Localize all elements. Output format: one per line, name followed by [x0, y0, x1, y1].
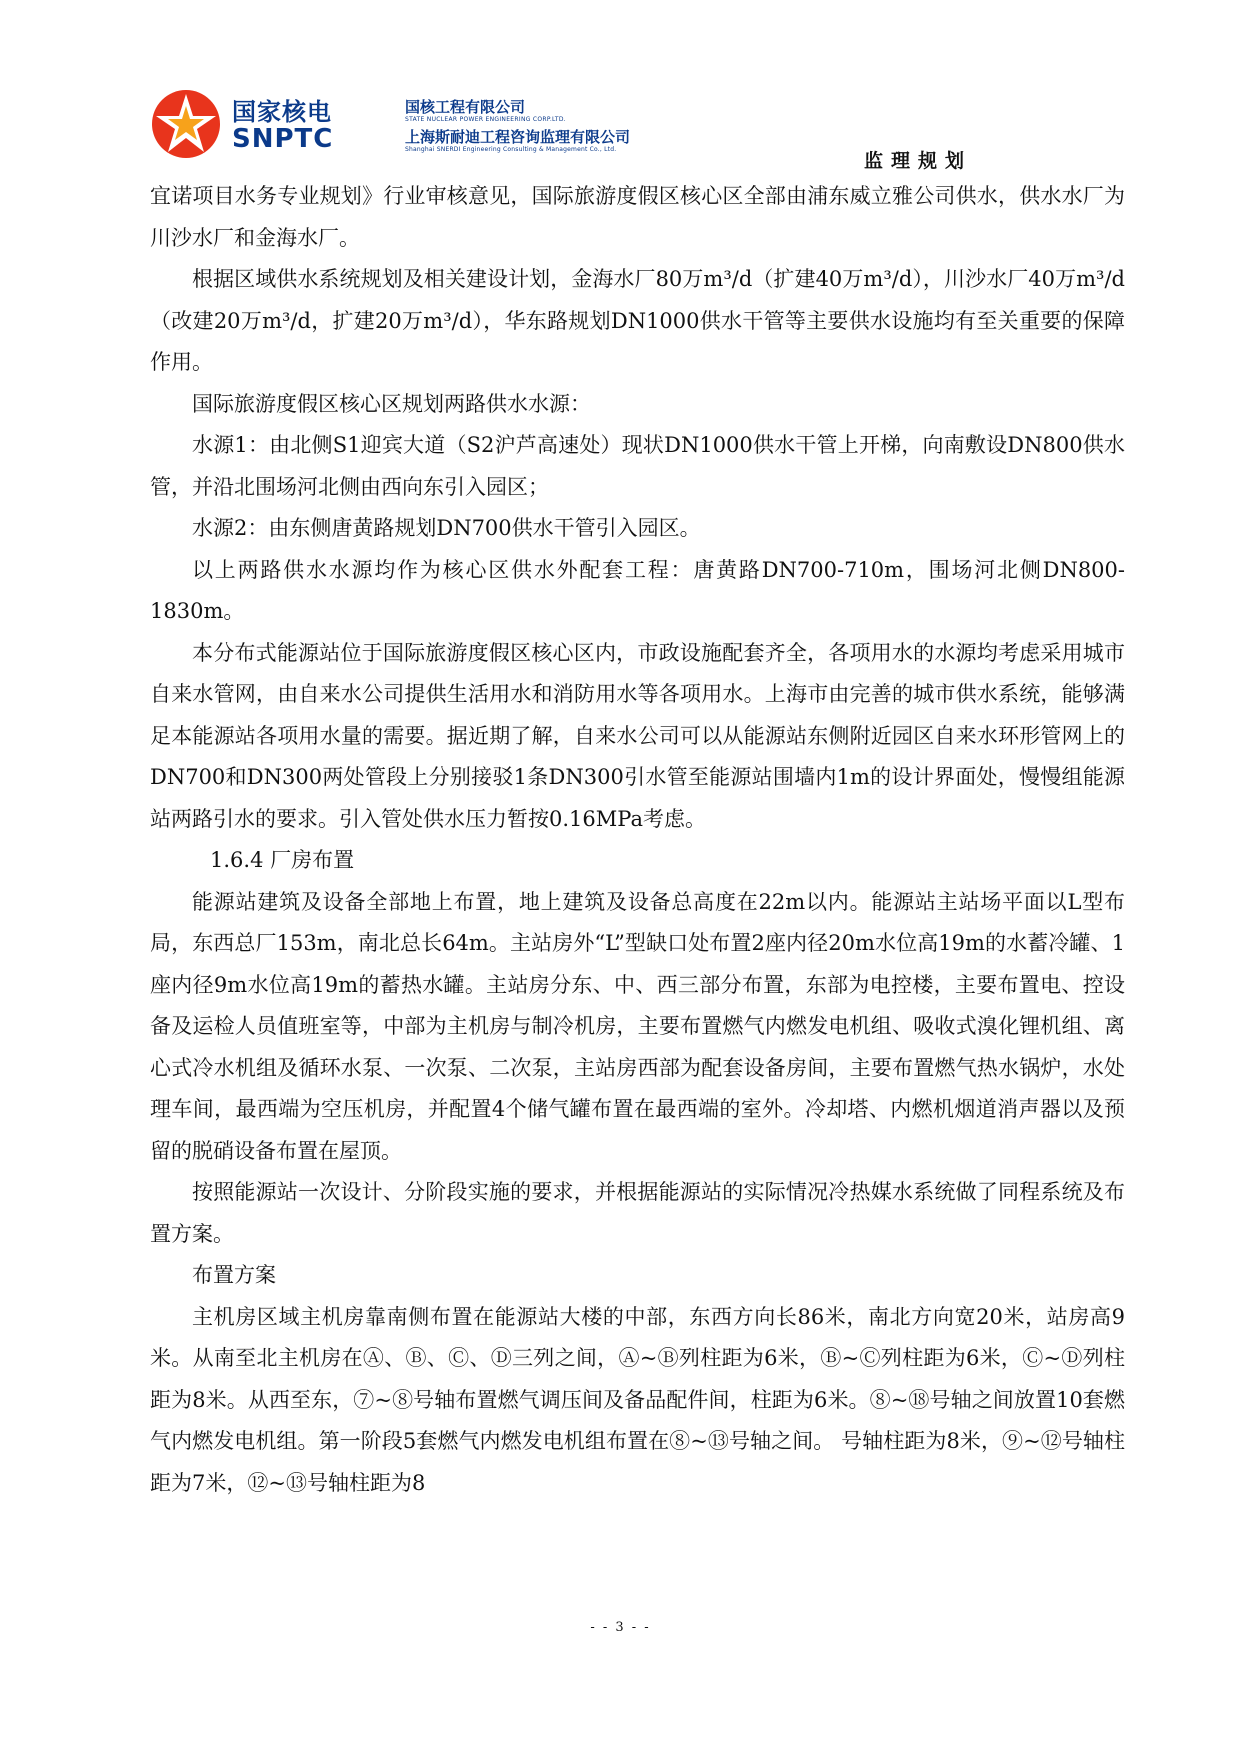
section-heading: 1.6.4 厂房布置 — [210, 848, 355, 872]
subsidiary-name-en: Shanghai SNERDI Engineering Consulting & Management Co., Ltd. — [405, 146, 617, 153]
paragraph-5: 水源2：由东侧唐黄路规划DN700供水干管引入园区。 — [192, 516, 701, 540]
paragraph-9: 按照能源站一次设计、分阶段实施的要求，并根据能源站的实际情况冷热媒水系统做了同程系统及布置方案。 — [150, 1180, 1125, 1246]
paragraph-8: 能源站建筑及设备全部地上布置，地上建筑及设备总高度在22m以内。能源站主站场平面以L型布局，东西总厂153m，南北总长64m。主站房外“L”型缺口处布置2座内径20m水位高19m的水蓄冷罐、1座内径9m水位高19m的蓄热水罐。主站房分东、中、西三部分布置，东部为电控楼，主要布置电、控设备及运检人员值班室等，中部为主机房与制冷机房，主要布置燃气内燃发电机组、吸收式溴化锂机组、离心式冷水机组及循环水泵、一次泵、二次泵，主站房西部为配套设备房间，主要布置燃气热水锅炉，水处理车间，最西端为空压机房，并配置4个储气罐布置在最西端的室外。冷却塔、内燃机烟道消声器以及预留的脱硝设备布置在屋顶。 — [150, 889, 1125, 1163]
brand-name-en: SNPTC — [232, 124, 334, 154]
paragraph-11: 主机房区域主机房靠南侧布置在能源站大楼的中部，东西方向长86米，南北方向宽20米，站房高9米。从南至北主机房在Ⓐ、Ⓑ、Ⓒ、Ⓓ三列之间，Ⓐ~Ⓑ列柱距为6米，Ⓑ~Ⓒ列柱距为6米，Ⓒ~Ⓓ列柱距为8米。从西至东，⑦~⑧号轴布置燃气调压间及备品配件间，柱距为6米。⑧~⑱号轴之间放置10套燃气内燃发电机组。第一阶段5套燃气内燃发电机组布置在⑧~⑬号轴之间。 号轴柱距为8米，⑨~⑫号轴柱距为7米，⑫~⑬号轴柱距为8 — [150, 1304, 1125, 1495]
subsidiary-name-cn: 上海斯耐迪工程咨询监理有限公司 — [405, 128, 631, 146]
snptc-logo-icon — [150, 88, 222, 160]
document-body — [150, 176, 1125, 1504]
page-number: - - 3 - - — [590, 1620, 651, 1635]
paragraph-3: 国际旅游度假区核心区规划两路供水水源： — [192, 391, 591, 416]
brand-name-cn: 国家核电 — [232, 98, 332, 126]
paragraph-2: 根据区域供水系统规划及相关建设计划，金海水厂80万m³/d（扩建40万m³/d），川沙水厂40万m³/d（改建20万m³/d，扩建20万m³/d），华东路规划DN1000供水干管等主要供水设施均有至关重要的保障作用。 — [150, 267, 1125, 374]
company-name-cn: 国核工程有限公司 — [405, 98, 526, 116]
paragraph-7: 本分布式能源站位于国际旅游度假区核心区内，市政设施配套齐全，各项用水的水源均考虑采用城市自来水管网，由自来水公司提供生活用水和消防用水等各项用水。上海市由完善的城市供水系统，能够满足本能源站各项用水量的需要。据近期了解，自来水公司可以从能源站东侧附近园区自来水环形管网上的DN700和DN300两处管段上分别接驳1条DN300引水管至能源站围墙内1m的设计界面处，慢慢组能源站两路引水的要求。引入管处供水压力暂按0.16MPa考虑。 — [150, 640, 1125, 831]
paragraph-10: 布置方案 — [192, 1263, 276, 1287]
document-title: 监理规划 — [864, 150, 973, 172]
company-name-en: STATE NUCLEAR POWER ENGINEERING CORP.LTD. — [405, 116, 566, 123]
paragraph-1: 宜诺项目水务专业规划》行业审核意见，国际旅游度假区核心区全部由浦东威立雅公司供水，供水水厂为川沙水厂和金海水厂。 — [150, 184, 1125, 250]
paragraph-6: 以上两路供水水源均作为核心区供水外配套工程：唐黄路DN700-710m，围场河北侧DN800-1830m。 — [150, 557, 1125, 623]
paragraph-4: 水源1：由北侧S1迎宾大道（S2沪芦高速处）现状DN1000供水干管上开梯，向南敷设DN800供水管，并沿北围场河北侧由西向东引入园区； — [150, 433, 1125, 499]
